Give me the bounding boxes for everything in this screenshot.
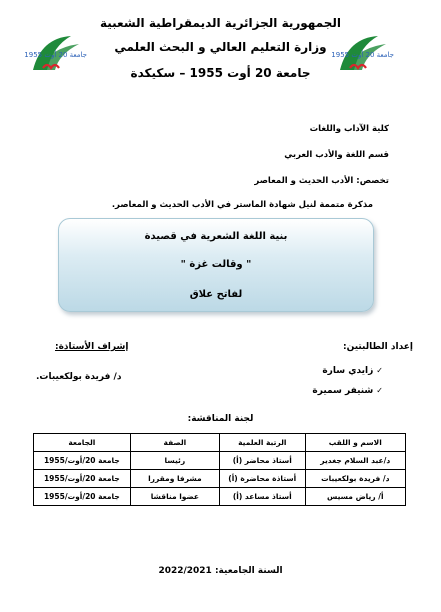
member-rank: أستاذ مساعد (أ) (220, 488, 306, 506)
thesis-author-line: لفاتح علاق (189, 289, 243, 300)
thesis-title-line-1: بنية اللغة الشعرية في قصيدة (144, 231, 288, 242)
member-role: عضوا مناقشا (130, 488, 219, 506)
member-name: د/عبد السلام جغدير (305, 452, 405, 470)
member-university: جامعة 20/أوت/1955 (34, 470, 131, 488)
check-icon: ✓ (376, 386, 383, 395)
republic-line: الجمهورية الجزائرية الديمقراطية الشعبية (99, 16, 342, 30)
academic-year: السنة الجامعية: 2022/2021 (158, 566, 283, 576)
university-logo-icon (331, 30, 402, 80)
ministry-line: وزارة التعليم العالي و البحث العلمي (114, 40, 327, 54)
table-header-row (34, 434, 406, 452)
member-university: جامعة 20/أوت/1955 (34, 488, 131, 506)
header-rank: الرتبة العلمية (220, 434, 306, 452)
students-label: إعداد الطالبتين: (343, 342, 413, 352)
committee-label: لجنة المناقشة: (187, 414, 254, 424)
member-name: أ/ رياض مسيس (305, 488, 405, 506)
table-row (34, 452, 406, 470)
memo-line: مذكرة متممة لنيل شهادة الماستر في الأدب الحديث و المعاصر. (111, 200, 373, 210)
member-role: مشرفا ومقررا (130, 470, 219, 488)
logo-caption: جامعة 20 أوت 1955 (331, 51, 394, 59)
member-name: د/ فريدة بولكعيبات (305, 470, 405, 488)
university-line: جامعة 20 أوت 1955 – سكيكدة (130, 66, 311, 80)
table-row (34, 488, 406, 506)
university-logo-right (331, 30, 402, 80)
student-name: شنيفر سميرة (312, 386, 374, 396)
faculty-line: كلية الآداب واللغات (309, 124, 389, 134)
header-name: الاسم و اللقب (305, 434, 405, 452)
header-role: الصفة (130, 434, 219, 452)
thesis-title-box (58, 218, 374, 312)
member-rank: أستاذ محاضر (أ) (220, 452, 306, 470)
check-icon: ✓ (376, 366, 383, 375)
supervision-label: إشراف الأستاذة: (55, 342, 129, 352)
table-row (34, 470, 406, 488)
student-item (312, 386, 383, 396)
student-name: زايدي سارة (322, 366, 374, 376)
header-university: الجامعة (34, 434, 131, 452)
logo-caption: جامعة 20 أوت 1955 (24, 51, 87, 59)
specialty-line: تخصص: الأدب الحديث و المعاصر (254, 176, 389, 186)
member-role: رئيسا (130, 452, 219, 470)
university-logo-icon (24, 30, 95, 80)
supervisor-name: د/ فريدة بولكعيبات. (36, 372, 122, 382)
thesis-title-line-2: " وقالت غزة " (180, 259, 252, 270)
member-rank: أستاذة محاضرة (أ) (220, 470, 306, 488)
committee-table (33, 433, 406, 506)
member-university: جامعة 20/أوت/1955 (34, 452, 131, 470)
department-line: قسم اللغة والأدب العربي (284, 150, 389, 160)
student-item (322, 366, 383, 376)
university-logo-left (24, 30, 95, 80)
